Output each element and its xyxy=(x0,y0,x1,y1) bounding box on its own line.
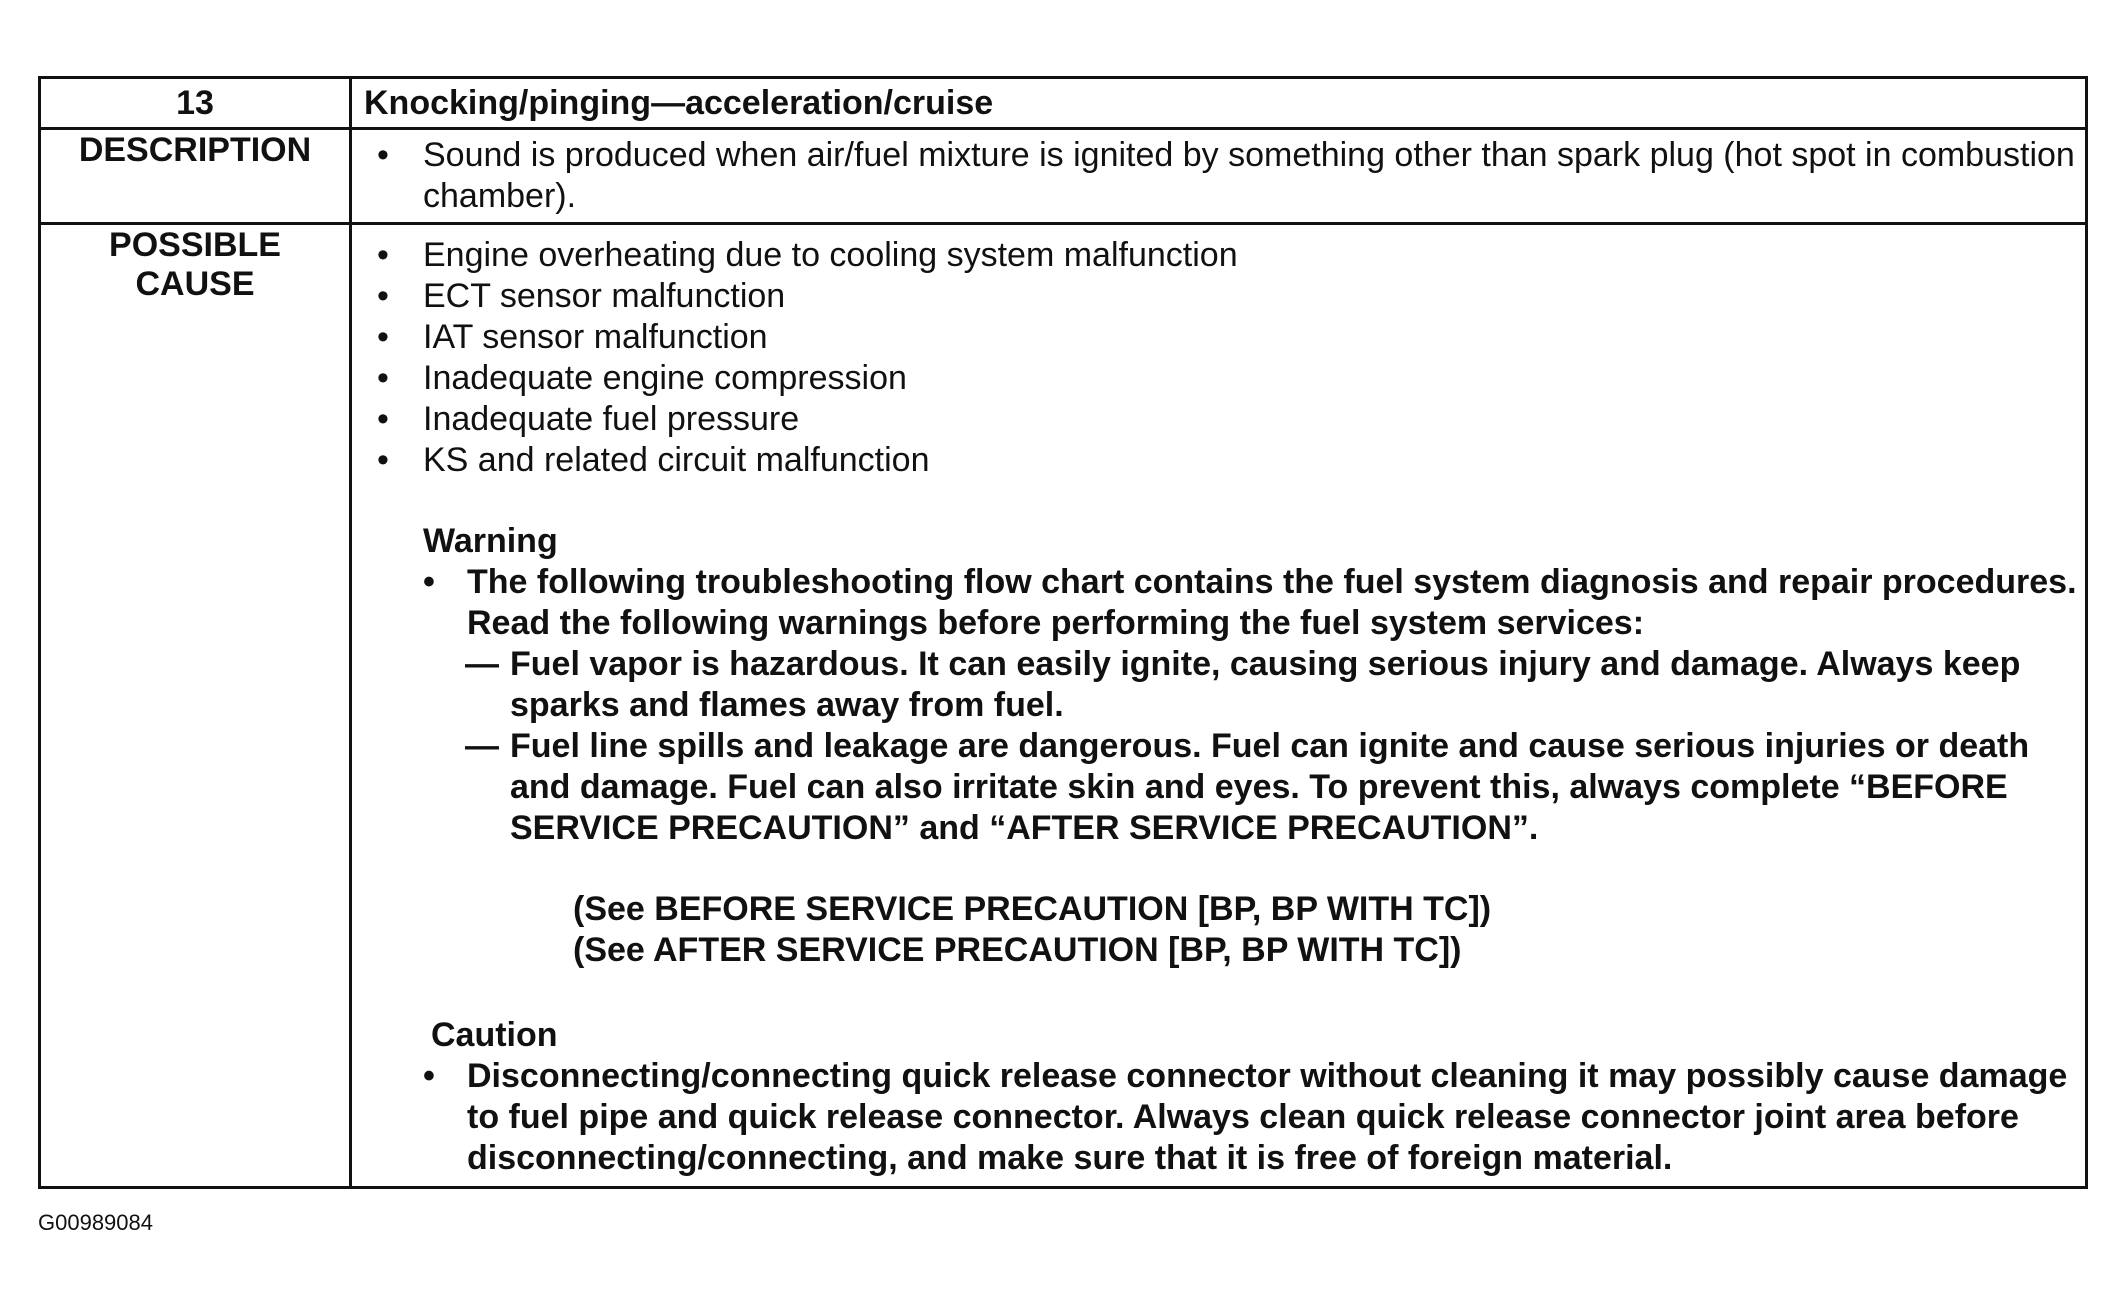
troubleshooting-table xyxy=(38,76,2088,1189)
cause-item: • Engine overheating due to cooling system malfunction xyxy=(377,235,2084,276)
cause-item: • KS and related circuit malfunction xyxy=(377,440,2084,481)
cause-item: • ECT sensor malfunction xyxy=(377,276,2084,317)
figure-code: G00989084 xyxy=(38,1210,153,1235)
description-item: • Sound is produced when air/fuel mixture is ignited by something other than spark plug (hot spot in combustion chamber). xyxy=(377,135,2084,217)
description-content xyxy=(351,129,2087,224)
see-references xyxy=(573,889,2084,971)
warning-dash-item: — Fuel vapor is hazardous. It can easily ignite, causing serious injury and damage. Always keep sparks and flames away from fuel. xyxy=(465,644,2084,726)
cause-item: • Inadequate fuel pressure xyxy=(377,399,2084,440)
possible-cause-row xyxy=(40,224,2087,1188)
caution-bullet: • Disconnecting/connecting quick release connector without cleaning it may possibly cause damage to fuel pipe and quick release connector. Always clean quick release connector joint area before disconnecting/connecting, and make sure that it is free of foreign material. xyxy=(423,1056,2084,1179)
warning-dash-item: — Fuel line spills and leakage are dangerous. Fuel can ignite and cause serious injuries or death and damage. Fuel can also irritate skin and eyes. To prevent this, always complete “BEFORE SERVICE PRECAUTION” and “AFTER SERVICE PRECAUTION”. xyxy=(465,726,2084,849)
cause-item: • IAT sensor malfunction xyxy=(377,317,2084,358)
header-row xyxy=(40,78,2087,129)
warning-title: Warning xyxy=(423,522,558,560)
possible-cause-label-line2: CAUSE xyxy=(135,265,255,303)
see-after-link[interactable]: (See AFTER SERVICE PRECAUTION [BP, BP WITH TC]) xyxy=(573,931,1462,969)
cause-list xyxy=(353,235,2084,481)
description-label: DESCRIPTION xyxy=(40,129,351,224)
warning-section xyxy=(423,521,2084,971)
caution-section xyxy=(423,1015,2084,1179)
description-row xyxy=(40,129,2087,224)
description-list xyxy=(353,135,2084,217)
see-before-link[interactable]: (See BEFORE SERVICE PRECAUTION [BP, BP WITH TC]) xyxy=(573,890,1492,928)
caution-title: Caution xyxy=(431,1016,558,1054)
possible-cause-content xyxy=(351,224,2087,1188)
symptom-title: Knocking/pinging—acceleration/cruise xyxy=(351,78,2087,129)
item-number: 13 xyxy=(40,78,351,129)
warning-bullet: • The following troubleshooting flow chart contains the fuel system diagnosis and repair procedures. Read the following warnings before performing the fuel system services: xyxy=(423,562,2084,644)
possible-cause-label-line1: POSSIBLE xyxy=(109,226,281,264)
cause-item: • Inadequate engine compression xyxy=(377,358,2084,399)
possible-cause-label xyxy=(40,224,351,1188)
